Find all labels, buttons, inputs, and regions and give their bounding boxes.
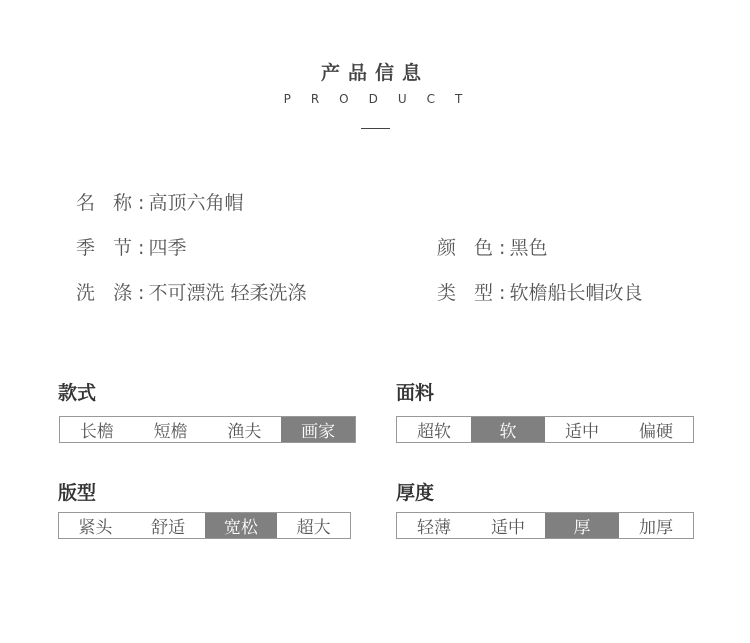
page-subtitle: PRODUCT (283, 92, 483, 106)
info-color-value: 黑色 (509, 237, 548, 259)
info-washing (76, 278, 307, 305)
info-washing-label: 洗 涤 (76, 282, 139, 304)
info-color-separator: : (499, 237, 506, 259)
thickness-option: 适中 (491, 518, 525, 538)
info-type-separator: : (499, 282, 506, 304)
info-name (76, 188, 243, 215)
style-option: 渔夫 (227, 422, 262, 442)
section-material-title: 面料 (396, 382, 435, 404)
info-color (437, 233, 547, 260)
style-option: 画家 (281, 417, 355, 442)
fit-option: 紧头 (78, 518, 113, 538)
material-option: 适中 (565, 422, 599, 442)
info-type-value: 软檐船长帽改良 (509, 282, 643, 304)
info-washing-value: 不可漂洗 轻柔洗涤 (148, 282, 307, 304)
material-options (396, 416, 694, 443)
info-type-label: 类 型 (437, 282, 500, 304)
fit-options (58, 512, 351, 539)
style-option: 长檐 (79, 422, 114, 442)
fit-option: 舒适 (151, 518, 186, 538)
material-option: 软 (471, 417, 545, 442)
thickness-option: 厚 (545, 513, 619, 538)
fit-option: 超大 (296, 518, 331, 538)
material-option: 偏硬 (639, 422, 673, 442)
thickness-option: 加厚 (639, 518, 673, 538)
material-option: 超软 (417, 422, 451, 442)
thickness-option: 轻薄 (417, 518, 451, 538)
section-style-title: 款式 (58, 382, 97, 404)
info-washing-separator: : (138, 282, 145, 304)
info-color-label: 颜 色 (437, 237, 500, 259)
fit-option: 宽松 (205, 513, 278, 538)
page-title: 产品信息 (320, 62, 429, 84)
title-divider (361, 128, 390, 129)
info-season-label: 季 节 (76, 237, 139, 259)
info-season (76, 233, 186, 260)
thickness-options (396, 512, 694, 539)
style-options (59, 416, 356, 443)
info-name-separator: : (138, 192, 145, 214)
info-name-value: 高顶六角帽 (148, 192, 244, 214)
section-thickness-title: 厚度 (396, 482, 435, 504)
style-option: 短檐 (153, 422, 188, 442)
info-season-value: 四季 (148, 237, 187, 259)
info-season-separator: : (138, 237, 145, 259)
info-type (437, 278, 642, 305)
section-fit-title: 版型 (58, 482, 97, 504)
info-name-label: 名 称 (76, 192, 139, 214)
